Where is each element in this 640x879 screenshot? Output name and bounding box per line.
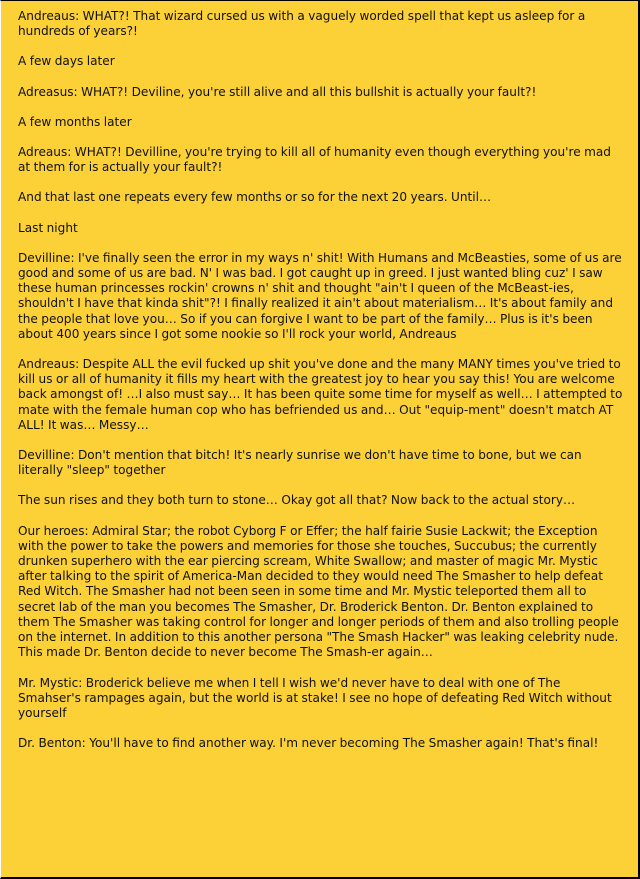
- paragraph-mr-mystic-plea: Mr. Mystic: Broderick believe me when I tell I wish we'd never have to deal with one of The Smahser's rampages again, but the world is at stake! I see no hope of defeating Red Witch without yourself: [18, 675, 612, 720]
- paragraph-adreasus-deviline-alive: Adreasus: WHAT?! Deviline, you're still alive and all this bullshit is actually your fault?!: [18, 84, 537, 99]
- paragraph-repeats-20-years: And that last one repeats every few months or so for the next 20 years. Until…: [18, 190, 492, 205]
- paragraph-dr-benton-refusal: Dr. Benton: You'll have to find another way. I'm never becoming The Smasher again! That's final!: [18, 736, 599, 751]
- paragraph-few-days-later: A few days later: [18, 54, 115, 69]
- paragraph-sun-rises: The sun rises and they both turn to stone… Okay got all that? Now back to the actual story…: [18, 493, 576, 508]
- paragraph-devilline-confession: Devilline: I've finally seen the error in my ways n' shit! With Humans and McBeasties, some of us are good and some of us are bad. N' I was bad. I got caught up in greed. I just wanted bling cuz' I saw these human princesses rockin' crowns n' shit and thought "ain't I queen of the McBeast-ies, shouldn't I have that kinda shit"?! I finally realized it ain't about materialism… It's about family and the people that love you… So if you can forgive I want to be part of the family… Plus is it's been about 400 years since I got some nookie so I'll rock your world, Andreaus: [18, 250, 622, 341]
- paragraph-our-heroes: Our heroes: Admiral Star; the robot Cyborg F or Effer; the half fairie Susie Lackwit; the Exception with the power to take the powers and memories for those she touches, Succubus; the currently drunken superhero with the ear piercing scream, White Swallow; and master of magic Mr. Mystic after talking to the spirit of America-Man decided to they would need The Smasher to help defeat Red Witch. The Smasher had not been seen in some time and Mr. Mystic teleported them all to secret lab of the man you becomes The Smasher, Dr. Broderick Benton. Dr. Benton explained to them The Smasher was taking control for longer and longer periods of them and also trolling people on the internet. In addition to this another persona "The Smash Hacker" was leaking celebrity nude. This made Dr. Benton decide to never become The Smash-er again…: [18, 523, 619, 660]
- paragraph-last-night: Last night: [18, 220, 78, 235]
- paragraph-adreaus-kill-humanity: Adreaus: WHAT?! Devilline, you're trying to kill all of humanity even though everything you're mad at them for is actually your fault?!: [18, 145, 611, 175]
- paragraph-devilline-sleep-together: Devilline: Don't mention that bitch! It's nearly sunrise we don't have time to bone, but we can literally "sleep" together: [18, 448, 582, 478]
- paragraph-andreaus-wizard-curse: Andreaus: WHAT?! That wizard cursed us with a vaguely worded spell that kept us asleep for a hundreds of years?!: [18, 9, 586, 39]
- paragraph-andreaus-response: Andreaus: Despite ALL the evil fucked up shit you've done and the many MANY times you've tried to kill us or all of humanity it fills my heart with the greatest joy to hear you say this! You are welcome back amongst of! …I also must say… It has been quite some time for myself as well… I attempted to mate with the female human cop who has befriended us and… Out "equip-ment" doesn't match AT ALL! It was… Messy…: [18, 357, 623, 432]
- paragraph-few-months-later: A few months later: [18, 114, 132, 129]
